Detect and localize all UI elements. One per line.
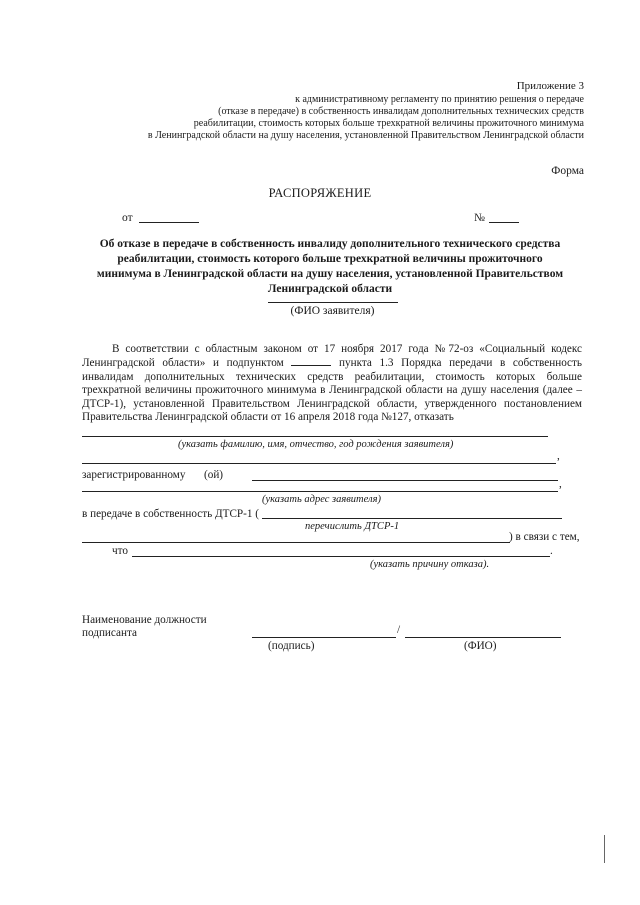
appendix-title: Приложение 3 bbox=[516, 80, 584, 92]
reason-field[interactable] bbox=[132, 556, 550, 557]
reason-caption: (указать причину отказа). bbox=[370, 559, 490, 570]
appendix-line-2: (отказе в передаче) в собственность инвалидам дополнительных технических средств bbox=[218, 106, 584, 117]
appendix-line-4: в Ленинградской области на душу населения, установленной Правительством Ленинградской области bbox=[147, 130, 584, 141]
that-dot: . bbox=[550, 545, 553, 557]
document-heading: Об отказе в передаче в собственность инвалиду дополнительного технического средства реабилитации, стоимость которого больше трехкратной величины прожиточного минимума в Ленинградской области на душу населения, установленной Правительством Ленинградской области bbox=[96, 238, 564, 295]
signer-position-line-2: подписанта bbox=[82, 627, 137, 639]
registered-label: зарегистрированному bbox=[82, 469, 186, 481]
signer-position-line-1: Наименование должности bbox=[82, 614, 207, 626]
fio-comma: , bbox=[557, 450, 560, 462]
fio-field-line-2[interactable] bbox=[82, 463, 556, 464]
address-caption: (указать адрес заявителя) bbox=[262, 494, 381, 505]
signature-caption: (подпись) bbox=[268, 640, 315, 652]
document-title: РАСПОРЯЖЕНИЕ bbox=[268, 186, 372, 200]
fio-field-line-1[interactable] bbox=[82, 436, 548, 437]
address-comma: , bbox=[559, 478, 562, 490]
that-label: что bbox=[112, 545, 128, 557]
number-field[interactable] bbox=[489, 222, 519, 223]
applicant-name-field[interactable] bbox=[268, 302, 398, 303]
address-field-line-2[interactable] bbox=[82, 491, 558, 492]
registered-suffix: (ой) bbox=[204, 469, 224, 481]
transfer-label: в передаче в собственность ДТСР-1 ( bbox=[82, 508, 260, 520]
address-field-line-1[interactable] bbox=[252, 480, 558, 481]
appendix-line-1: к административному регламенту по принятию решения о передаче bbox=[295, 94, 584, 105]
main-paragraph bbox=[82, 343, 582, 424]
appendix-line-3: реабилитации, стоимость которых больше трехкратной величины прожиточного минимума bbox=[193, 118, 584, 129]
scan-artifact-mark bbox=[604, 835, 605, 863]
dtsr-field-line-1[interactable] bbox=[262, 518, 562, 519]
signature-slash: / bbox=[397, 624, 401, 636]
applicant-caption: (ФИО заявителя) bbox=[290, 305, 375, 317]
number-label: № bbox=[474, 212, 485, 224]
signer-fio-field[interactable] bbox=[405, 637, 561, 638]
form-label: Форма bbox=[551, 165, 584, 177]
signature-field[interactable] bbox=[252, 637, 396, 638]
date-field[interactable] bbox=[139, 222, 199, 223]
signer-fio-caption: (ФИО) bbox=[464, 640, 497, 652]
paragraph-part-1: В соответствии с областным законом от 17 ноября 2017 года №72-оз «Социальный кодекс Ленинградской области» и подпунктом bbox=[82, 343, 582, 370]
dtsr-field-line-2[interactable] bbox=[82, 542, 510, 543]
fio-caption: (указать фамилию, имя, отчество, год рождения заявителя) bbox=[178, 439, 454, 450]
dtsr-caption: перечислить ДТСР-1 bbox=[305, 521, 400, 532]
reason-suffix: ) в связи с тем, bbox=[509, 531, 580, 543]
date-label: от bbox=[122, 212, 133, 224]
paragraph-part-2: пункта 1.3 Порядка передачи в собственность инвалидам дополнительных технических средств реабилитации, стоимость которых больше трехкратной величины прожиточного минимума в Ленинградской области на душу населения (далее – ДТСР-1), установленной Правительством Ленинградской области, утвержденного постановлением Правительства Ленинградской области от 16 апреля 2018 года №127, отказать bbox=[82, 357, 583, 424]
subparagraph-blank[interactable] bbox=[291, 356, 331, 366]
